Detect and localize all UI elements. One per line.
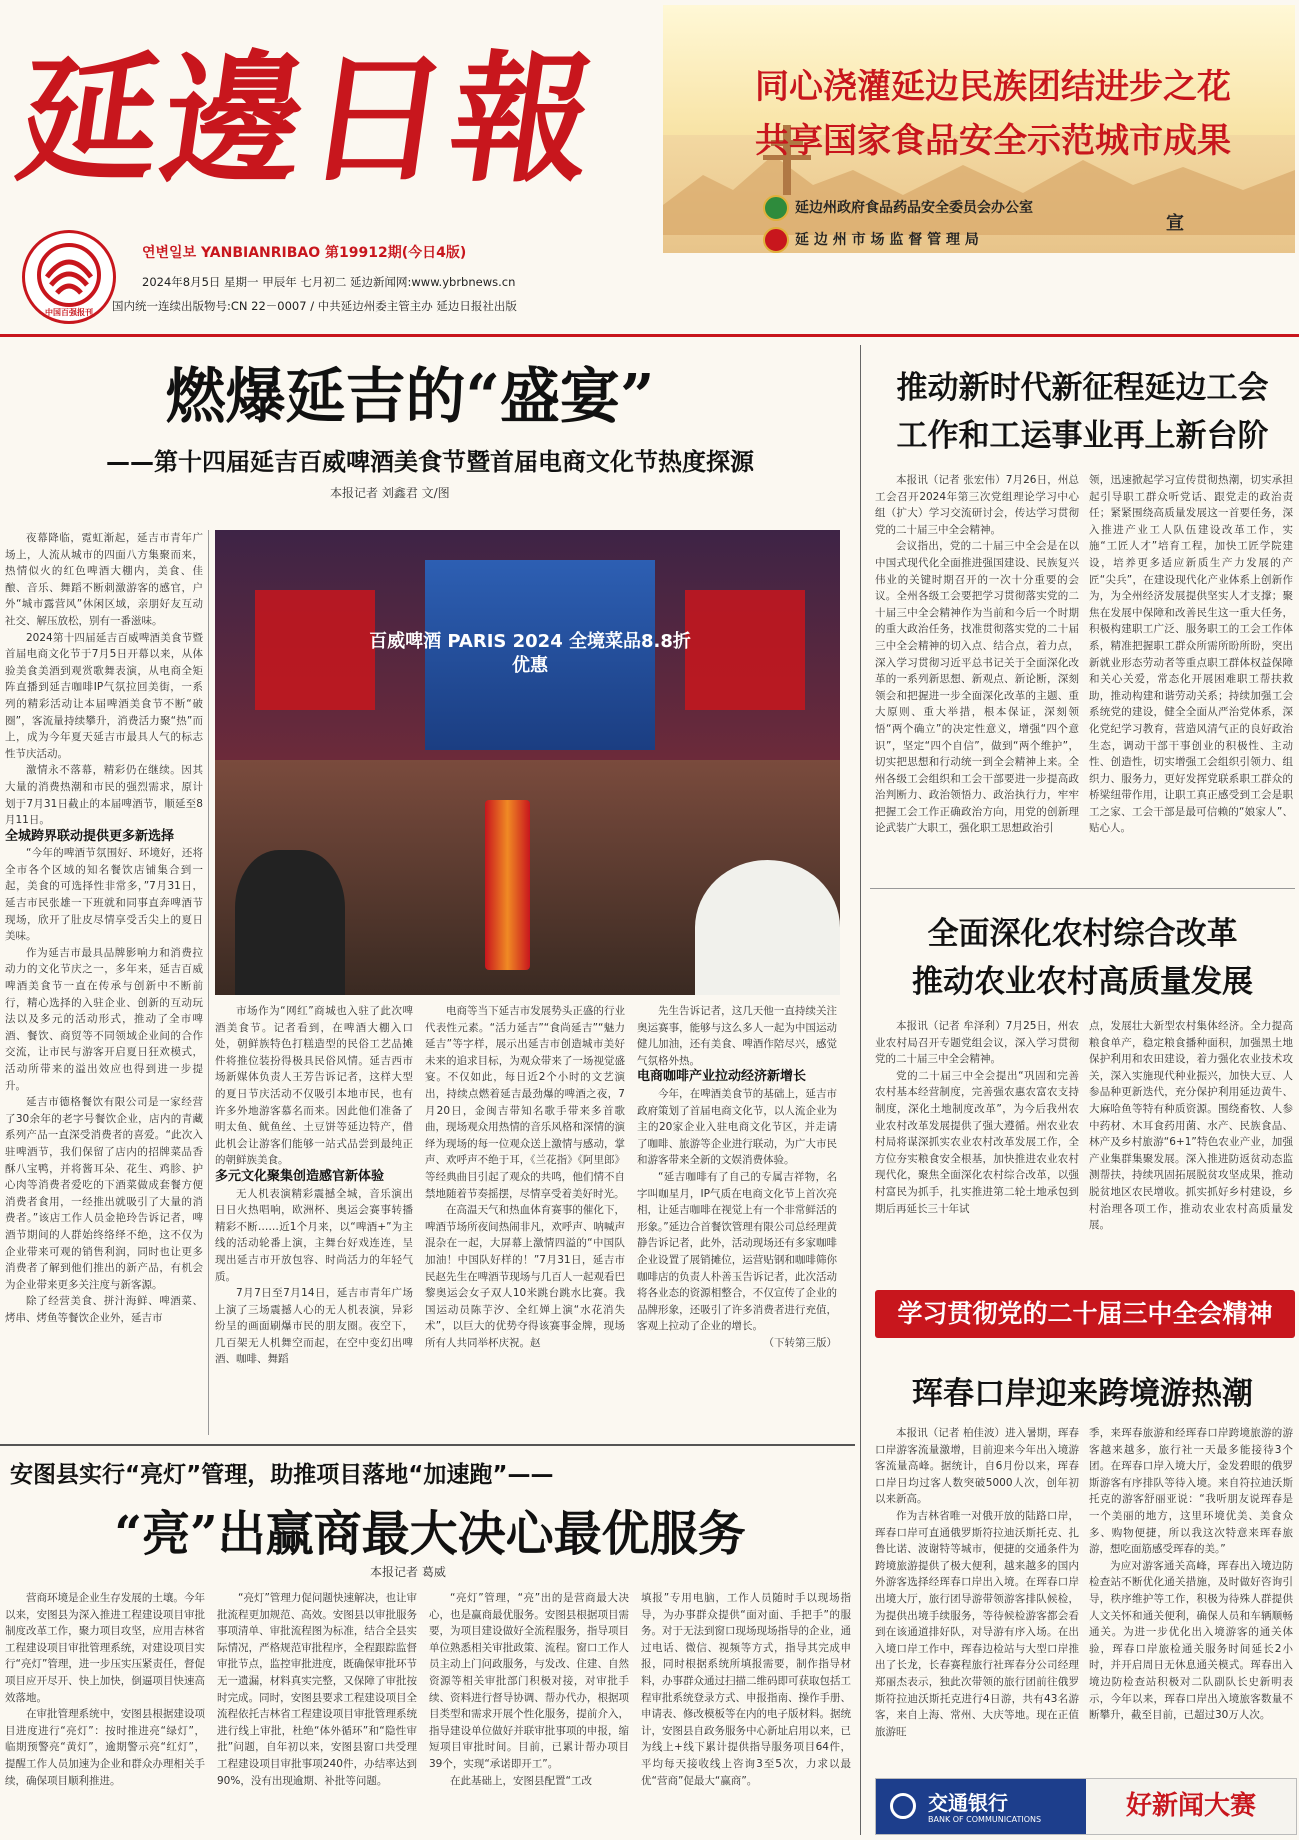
lead-para: 作为延吉市最具品牌影响力和消费拉动力的文化节庆之一，多年来，延吉百威啤酒美食节一直在传承与创新中不断前行，精心选择的入驻企业、创新的互动玩法以及多元的活动形式，推动了全市啤酒、餐饮、商贸等不同领域企业间的合作交流，让市民与游客开启夏日狂欢模式，活动所带来的溢出效应也得到进一步提升。 (5, 946, 203, 1092)
banner-org-1: 延边州政府食品药品安全委员会办公室 (795, 200, 1033, 216)
lead-col-4 (637, 1003, 837, 1435)
story4-col-2 (1089, 1425, 1293, 1765)
story4-para: 为应对游客通关高峰，珲春出入境边防检查站不断优化通关措施，及时做好咨询引导，秩序维护等工作，积极为待殊人群提供人文关怀和通关便利，确保人员和车辆顺畅通关。为进一步优化出入境游客的通关体验，珲春口岸旅检通关服务时间延长2小时，并开启周日无休息通关模式。珲春出入境边防检查站积极对二队副队长史新明表示，今年以来，珲春口岸出入境旅客数量不断攀升，截至目前，已超过30万人次。 (1089, 1559, 1293, 1722)
story2-title-1: 推动新时代新征程延边工会 (896, 370, 1269, 406)
story4-col-1 (875, 1425, 1079, 1765)
lead-para: 夜幕降临，霓虹渐起，延吉市青年广场上，人流从城市的四面八方集聚而来，热情似火的红色啤酒大棚内，美食、佳酿、音乐、舞蹈不断刺激游客的感官，户外“城市露营风”休闲区域，亲朋好友互动社交、解压放松，别有一番滋味。 (5, 532, 203, 627)
story2-para: 本报讯（记者 张宏伟）7月26日，州总工会召开2024年第三次党组理论学习中心组（扩大）学习交流研讨会，传达学习贯彻党的二十届三中全会精神。 (875, 474, 1079, 536)
org-badge-icon (763, 195, 789, 221)
bank-logo-icon (890, 1793, 916, 1819)
story3-col-2 (1089, 1018, 1293, 1280)
issn-line: 国内统一连续出版物号:CN 22－0007 / 中共延边州委主管主办 延边日报社出版 (112, 299, 517, 313)
bank-name: 交通银行 (928, 1791, 1008, 1815)
newspaper-logo: 延邊日報 (8, 38, 608, 202)
banner-suffix: 宣 (1166, 213, 1184, 234)
lead-byline: 本报记者 刘鑫君 文/图 (330, 486, 450, 500)
lead-para: 7月7日至7月14日，延吉市青年广场上演了三场震撼人心的无人机表演，异彩纷呈的画面刷爆市民的朋友圈。夜空下，几百架无人机舞空而起，在空中变幻出啤酒、咖啡、舞蹈 (215, 1287, 413, 1366)
story3-para: 本报讯（记者 牟泽利）7月25日，州农业农村局召开专题党组会议，深入学习贯彻党的二十届三中全会精神。 (875, 1020, 1079, 1066)
banner-line-2: 共享国家食品安全示范城市成果 (755, 121, 1231, 161)
lead-col-1 (5, 530, 203, 1435)
lead-para: 电商等当下延吉市发展势头正盛的行业代表性元素。“活力延吉”“食尚延吉”“魅力延吉”等字样，展示出延吉市创造城市美好未来的追求目标，为观众带来了一场视觉盛宴。不仅如此，每日近2个小时的文艺演出，持续点燃着延吉最劲爆的啤酒之夜，7月20日，金闽吉带知名歌手带来多首歌曲，现场观众用热情的音乐风格和深情的演绎为现场的每一位观众送上激情与感动，掌声、欢呼声不绝于耳，《兰花指》《阿里郎》等经典曲目引起了观众的共鸣，他们情不自禁地随着节奏摇摆，尽情享受着美好时光。 (425, 1005, 625, 1200)
lead-col-2 (215, 1003, 413, 1435)
ad-slogan: 好新闻大赛 (1125, 1791, 1256, 1821)
banner-ad (663, 5, 1295, 253)
lead-para: 延吉市德格餐饮有限公司是一家经营了30余年的老字号餐饮企业，店内的青藏系列产品一直深受消费者的喜爱。“此次入驻啤酒节，我们保留了店内的招牌菜品香酥八宝鸭，并将酱耳朵、花生、鸡胗、护心肉等消费者爱吃的下酒菜做成套餐方便消费者食用，一经推出就吸引了大量的消费者。”该店工作人员金艳玲告诉记者，啤酒节期间的人群始终络绎不绝，这不仅为企业带来可观的销售利润，同时也让更多消费者了解到他们推出的新产品，有机会为企业带来更多关注度与新客源。 (5, 1096, 203, 1291)
lead-para: 市场作为“网红”商城也入驻了此次啤酒美食节。记者看到，在啤酒大棚入口处，朝鲜族特色打糕造型的民俗工艺品摊件将推位装扮得极具民俗风情。延吉西市场新媒体负责人王芳告诉记者，这样大型的夏日节庆活动不仅吸引本地市民，也有许多外地游客慕名而来。因此他们准备了明太鱼、鱿鱼丝、土豆饼等延边特产，借此机会让游客们能够一站式品尝到最纯正的朝鲜族美食。 (215, 1005, 413, 1167)
story5-col-3 (429, 1590, 629, 1835)
story3-para: 党的二十届三中全会提出“巩固和完善农村基本经营制度，完善强农惠农富农支持制度，深化土地制度改革”，为今后我州农业农村改革发展提供了强大遵循。州农业农村局将谋深抓实农业农村改革发展工作，全方位夯实粮食安全根基，加快推进农业农村现代化，聚焦全面深化农村综合改革，以强村富民为抓手，扎实推进第二轮土地承包到期后再延长三十年试 (875, 1069, 1079, 1215)
lead-subtitle: ——第十四届延吉百威啤酒美食节暨首届电商文化节热度探源 (106, 448, 754, 476)
story5-kicker: 安图县实行“亮灯”管理，助推项目落地“加速跑”—— (10, 1462, 554, 1488)
story5-para: “亮灯”管理，“亮”出的是营商最大决心，也是赢商最优服务。安图县根据项目需要，为项目建设做好全流程服务，指导项目单位熟悉相关审批政策、流程。窗口工作人员主动上门问政服务，与发改、住建、自然资源等相关审批部门积极对接，对审批手续、资料进行督导协调、帮办代办，根据项目类型和需求开展个性化服务，提前介入，指导建设单位做好并联审批事项的申报，缩短项目审批时间。目前，已累计帮办项目39个，实现“承诺即开工”。 (429, 1592, 629, 1770)
continued-note: （下转第三版） (763, 1336, 837, 1349)
story5-para: 营商环境是企业生存发展的土壤。今年以来，安图县为深入推进工程建设项目审批制度改革工作，聚力项目攻坚，应用吉林省工程建设项目审批管理系统，对建设项目实行“亮灯”管理，进一步压实压紧责任，督促项目应开尽开、快上加快，倒逼项目快速高效落地。 (5, 1592, 205, 1704)
lead-subhead-3: 电商咖啡产业拉动经济新增长 (637, 1069, 807, 1085)
lead-subhead-1: 全城跨界联动提供更多新选择 (5, 828, 175, 844)
lead-para: “延吉咖啡有了自己的专属吉祥物，名字叫咖星月，IP气质在电商文化节上首次亮相，让延吉咖啡在视觉上有一个非常鲜活的形象。”延边合首餐饮管理有限公司总经理黄静告诉记者，此外，活动现场还有多家咖啡企业设置了展销摊位，运营贴钢和咖啡筛你咖啡店的负责人朴善玉告诉记者，此次活动将各业态的资源相整合，不仅宣传了企业的品牌形象，还吸引了许多消费者进行充值，客观上拉动了企业的增长。 (637, 1170, 837, 1333)
bank-name-en: BANK OF COMMUNICATIONS (928, 1815, 1042, 1824)
lead-title: 燃爆延吉的“盛宴” (165, 362, 655, 432)
market-badge-icon (763, 227, 789, 253)
lead-para: 激情永不落幕，精彩仍在继续。因其大量的消费热潮和市民的强烈需求，原计划于7月31日截止的本届啤酒节，顺延至8月11日。 (5, 764, 203, 827)
masthead-rule (0, 334, 1299, 337)
lead-para: 今年，在啤酒美食节的基础上，延吉市政府策划了首届电商文化节，以人流企业为主的20家企业入驻电商文化节区，并走请了咖啡、旅游等企业进行联动，为广大市民和游客带来全新的文娱消费体验。 (637, 1087, 837, 1167)
lead-para: 无人机表演精彩震撼全城，音乐演出日日火热唱响，欧洲杯、奥运会赛事转播精彩不断……近1个月来，以“啤酒+”为主线的活动轮番上演，主舞台好戏连连，呈现出延吉市开放包容、时尚活力的年轻气质。 (215, 1187, 413, 1283)
story2-para: 会议指出，党的二十届三中全会是在以中国式现代化全面推进强国建设、民族复兴伟业的关键时期召开的一次十分重要的会议。全州各级工会要把学习贯彻落实党的二十届三中全会精神作为当前和今后一个时期的重大政治任务，找准贯彻落实党的二十届三中全会精神的切入点、结合点，着力点，深入学习贯彻习近平总书记关于全面深化改革的一系列新思想、新观点、新论断，深刻领会和把握进一步全面深化改革的主题、重大原则、重大举措，根本保证，深刻领悟“两个确立”的决定性意义，增强“四个意识”，坚定“四个自信”，做到“两个维护”，切实把思想和行动统一到全会精神上来。全州各级工会组织和工会干部要进一步提高政治判断力、政治领悟力、政治执行力，牢牢把握工会工作正确政治方向，用党的创新理论武装广大职工，强化职工思想政治引 (875, 540, 1079, 835)
masthead (0, 0, 1299, 330)
story2-col-2 (1089, 472, 1293, 872)
photo-overlay-text: 百威啤酒 PARIS 2024 全境菜品8.8折优惠 (369, 631, 691, 676)
story2-para: 领，迅速掀起学习宣传贯彻热潮，切实承担起引导职工群众听党话、跟党走的政治责任；紧紧围绕高质量发展这一首要任务，深入推进产业工人队伍建设改革工作，实施“工匠人才”培育工程，加快工匠学院建设，培养更多适应新质生产力发展的产匠“尖兵”，在建设现代化产业体系上创新作为，为全州经济发展提供坚实人才支撑；聚焦在发展中保障和改善民生这一重大任务，积极构建职工广泛、服务职工的工会工作体系，精准把握职工群众所需所盼所盼，突出新就业形态劳动者等重点职工群体权益保障和关心关爱，常态化开展困难职工帮扶救助，推动构建和谐劳动关系；持续加强工会系统党的建设，健全全面从严治党体系，深化党纪学习教育，营造风清气正的良好政治生态，调动干部干事创业的积极性、主动性、创造性，切实增强工会组织引领力、组织力、服务力，更好发挥党联系职工群众的桥梁纽带作用，让职工真正感受到工会是职工之家、工会干部是最可信赖的“娘家人”、贴心人。 (1089, 474, 1293, 835)
paper-name-line: 연변일보 YANBIANRIBAO 第19912期(今日4版) (142, 245, 467, 261)
bottom-ad (875, 1778, 1297, 1835)
bank-panel (876, 1779, 1086, 1834)
story2-title-2: 工作和工运事业再上新台阶 (896, 418, 1269, 454)
story5-col-1 (5, 1590, 205, 1835)
story3-title-2: 推动农业农村高质量发展 (912, 964, 1253, 1000)
lead-col-3 (425, 1003, 625, 1435)
date-line: 2024年8月5日 星期一 甲辰年 七月初二 延边新闻网:www.ybrbnews.cn (142, 275, 516, 289)
main-right-divider (860, 345, 861, 1835)
story5-para: 填报”专用电脑，工作人员随时手以现场指导，为办事群众提供“面对面、手把手”的服务。对于无法到窗口现场现场指导的企业，通过电话、微信、视频等方式，指导其完成申报，同时根据系统所填报需要，制作指导材料，办事群众通过扫描二维码即可获取包括工程审批系统登录方式、申报指南、操作手册、申请表、修改模板等在内的电子版材料。据统计，安图县自政务服务中心新址启用以来，已为线上+线下累计提供指导服务项目64件，平均每天接收线上咨询3至5次，力求以最优“营商”促最大“赢商”。 (641, 1592, 851, 1787)
story5-para: “亮灯”管理力促问题快速解决，也让审批流程更加规范、高效。安图县以审批服务事项清单、审批流程图为标准，结合全县实际情况，严格规范审批程序，全程跟踪监督审批节点，监控审批进度，既确保审批环节无一遗漏，材料真实完整，又保障了审批按时完成。同时，安图县要求工程建设项目全流程依托吉林省工程建设项目审批管理系统进行线上审批，杜绝“体外循环”和“隐性审批”问题，自年初以来，安图县窗口共受理工程建设项目审批事项240件，办结率达到90%，没有出现逾期、补批等问题。 (217, 1592, 417, 1787)
story4-para: 本报讯（记者 柏佳波）进入暑期，珲春口岸游客流量激增，目前迎来今年出入境游客流量高峰。据统计，自6月份以来，珲春口岸日均过客人数突破5000人次，创年初以来新高。 (875, 1427, 1079, 1506)
lead-photo (215, 530, 840, 995)
banner-org-2: 延 边 州 市 场 监 督 管 理 局 (795, 232, 979, 248)
lead-subhead-2: 多元文化聚集创造感官新体验 (215, 1168, 385, 1184)
emblem-icon (22, 230, 116, 324)
story3-col-1 (875, 1018, 1079, 1280)
rule (870, 888, 1295, 889)
lead-para: 先生告诉记者，这几天他一直持续关注奥运赛事，能够与这么多人一起为中国运动健儿加油，还有美食、啤酒作陪尽兴，感觉气氛格外热。 (637, 1005, 837, 1067)
lead-col-divider-1 (208, 530, 209, 1435)
story5-col-2 (217, 1590, 417, 1835)
banner-line-1: 同心浇灌延边民族团结进步之花 (755, 67, 1231, 107)
story5-rule (0, 1444, 855, 1446)
story4-para: 作为吉林省唯一对俄开放的陆路口岸，珲春口岸可直通俄罗斯符拉迪沃斯托克、扎鲁比诺、波谢特等城市，便捷的交通条件为跨境旅游提供了极大便利，越来越多的国内外游客选择经珲春口岸出入境。在珲春口岸出境大厅，旅行团导游带领游客排队候检，为提供出境手续服务，等待候检游客都会看到在该通道排好队，对导游有序入场。在出入境口岸工作中，珲春边检站与大型口岸推出了长龙，长春赛程旅行社珲春分公司经理郑丽杰表示，独此次带领的旅行团前往俄罗斯符拉迪沃斯托克进行4日游，共有43名游客，来自上海、常州、大庆等地。现在正值旅游旺 (875, 1509, 1079, 1738)
lead-para: “今年的啤酒节氛围好、环境好，还将全市各个区域的知名餐饮店铺集合到一起，美食的可选择性非常多，”7月31日，延吉市民张雄一下班就和同事直奔啤酒节现场，欣开了肚皮尽情享受舌尖上的夏日美味。 (5, 847, 203, 943)
story3-title-1: 全面深化农村综合改革 (927, 916, 1238, 952)
story5-para: 在审批管理系统中，安图县根据建设项目进度进行“亮灯”：按时推进亮“绿灯”，临期预警亮“黄灯”，逾期警示亮“红灯”，提醒工作人员加速为企业和群众办理相关手续，确保项目顺利推进。 (5, 1708, 205, 1787)
story4-para: 季，来珲春旅游和经珲春口岸跨境旅游的游客越来越多，旅行社一天最多能接待3个团。在珲春口岸入境大厅，金发碧眼的俄罗斯游客有序排队等待入境。来自符拉迪沃斯托克的游客舒丽亚说：“我听朋友说珲春是一个美丽的地方，这里环境优美、美食众多、购物便捷，所以我这次特意来珲春旅游，想吃面筋感受珲春的美。” (1089, 1427, 1293, 1556)
red-banner (875, 1290, 1295, 1338)
story5-byline: 本报记者 葛威 (370, 1565, 446, 1579)
lead-para: 2024第十四届延吉百威啤酒美食节暨首届电商文化节于7月5日开幕以来，从体验美食美酒到观赏歌舞表演，从电商全矩阵直播到延吉咖啡IP气氛拉回美街，一系列的精彩活动让本届啤酒美食节不断“破圈”，客流量持续攀升，消费活力聚“热”而上，成为今年夏天延吉市最具人气的标志性节庆活动。 (5, 631, 203, 760)
story5-col-4 (641, 1590, 851, 1835)
story3-para: 点，发展壮大新型农村集体经济。全力提高粮食单产，稳定粮食播种面积，加强黑土地保护利用和农田建设，着力强化农业技术攻关，深入实施现代种业振兴，加快大豆、人参品种更新迭代，充分保护利用延边黄牛、大麻哈鱼等特有种质资源。围绕畜牧、人参中药材、木耳食药用菌、水产、民族食品、林产及乡村旅游“6+1”特色农业产业，加强产业集群集聚发展。深入推进防返贫动态监测帮扶，持续巩固拓展脱贫攻坚成果，推动脱贫地区农民增收。抓实抓好乡村建设，乡村治理各项工作，推动农业农村高质量发展。 (1089, 1020, 1293, 1232)
lead-para: 除了经营美食、拼汁海鲜、啤酒菜、烤串、烤鱼等餐饮企业外，延吉市 (5, 1295, 203, 1324)
story4-title: 珲春口岸迎来跨境游热潮 (912, 1376, 1253, 1412)
red-banner-text: 学习贯彻党的二十届三中全会精神 (897, 1299, 1273, 1328)
story5-para: 在此基础上，安图县配置“工改 (450, 1774, 592, 1787)
story5-title: “亮”出赢商最大决心最优服务 (114, 1506, 746, 1562)
lead-para: 在高温天气和热血体育赛事的催化下，啤酒节场所夜间热闹非凡，欢呼声、呐喊声混杂在一起，大屏幕上激情四溢的“中国队加油！中国队好样的！”7月31日，延吉市民赵先生在啤酒节现场与几百人一起观看巴黎奥运会女子双人10米跳台跳水比赛。我国运动员陈芋汐、全红婵上演“水花消失术”，以巨大的优势夺得该赛事金牌，现场所有人共同举杯庆祝。赵 (425, 1204, 625, 1349)
story2-col-1 (875, 472, 1079, 872)
emblem-caption: 中国百强报刊 (45, 308, 93, 317)
